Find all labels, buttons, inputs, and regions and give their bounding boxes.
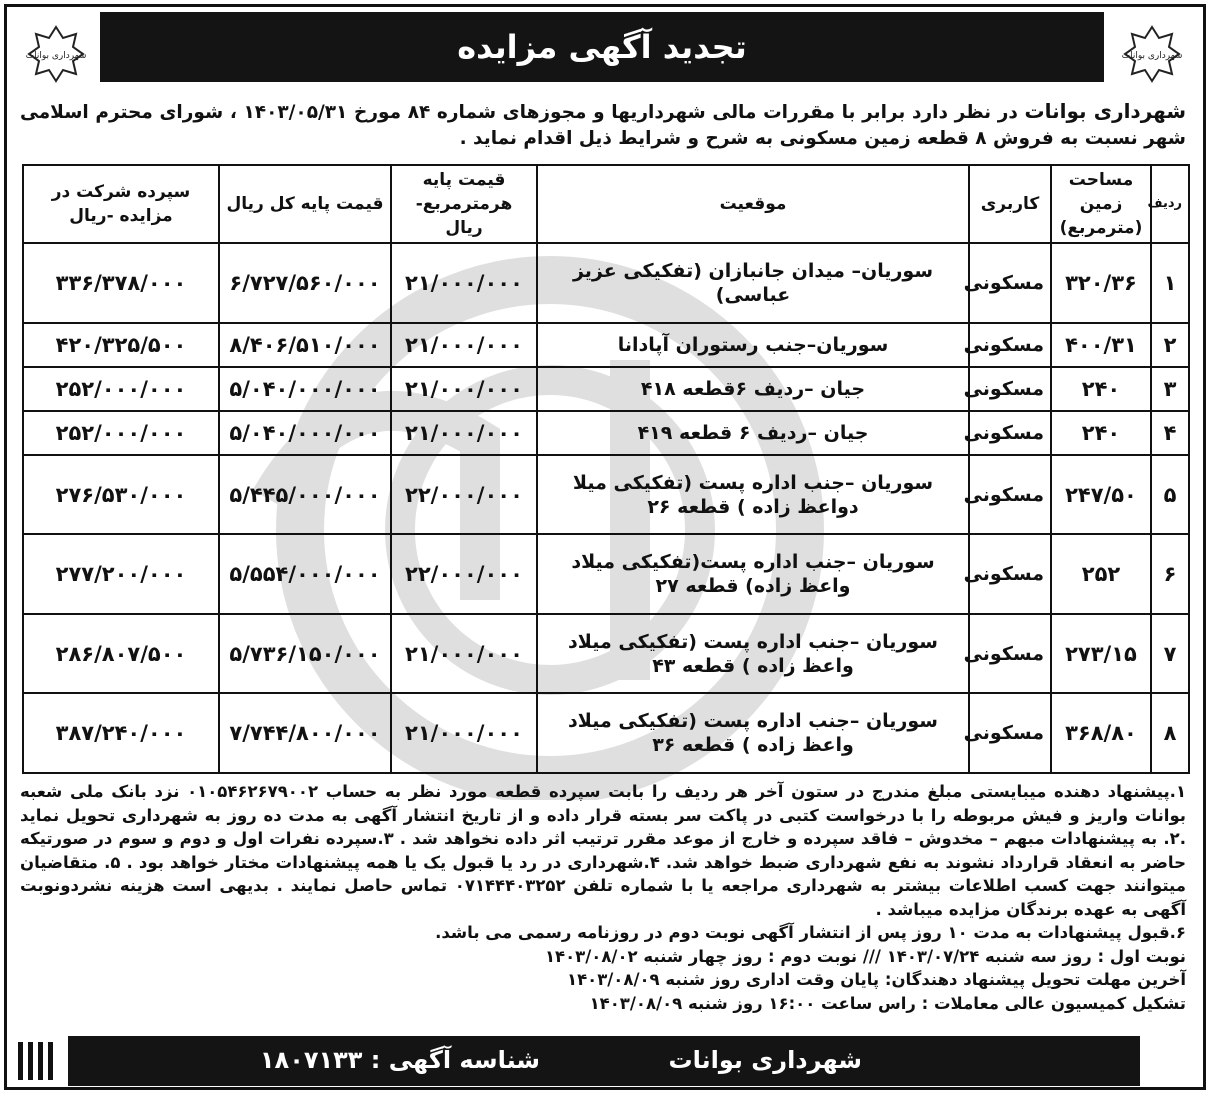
cell-use: مسکونی [969, 243, 1051, 323]
table-row [23, 455, 1189, 535]
barcode-icon [18, 1042, 58, 1080]
footer-org: شهرداری بوانات [668, 1046, 862, 1074]
publish-dates: نوبت اول : روز سه شنبه ۱۴۰۳/۰۷/۲۴ /// نوبت دوم : روز چهار شنبه ۱۴۰۳/۰۸/۰۲ [544, 946, 1186, 966]
footer-band [68, 1036, 1140, 1086]
cell-area: ۲۴۰ [1051, 411, 1151, 455]
cell-use: مسکونی [969, 367, 1051, 411]
cell-base-price: ۲۱/۰۰۰/۰۰۰ [391, 693, 537, 773]
cell-base-price: ۲۲/۰۰۰/۰۰۰ [391, 534, 537, 614]
ad-id: شناسه آگهی : ۱۸۰۷۱۳۳ [259, 1046, 540, 1074]
cell-row: ۲ [1151, 323, 1189, 367]
cell-row: ۱ [1151, 243, 1189, 323]
cell-total-price: ۵/۵۵۴/۰۰۰/۰۰۰ [219, 534, 391, 614]
cell-deposit: ۲۷۶/۵۳۰/۰۰۰ [23, 455, 219, 535]
footer [6, 1036, 1202, 1086]
lots-table [22, 164, 1190, 774]
municipality-logo-icon [1122, 24, 1182, 84]
cell-row: ۵ [1151, 455, 1189, 535]
cell-row: ۷ [1151, 614, 1189, 694]
cell-location: سوریان –جنب اداره پست (تفکیکی میلا دواعظ زاده ) قطعه ۲۶ [537, 455, 969, 535]
cell-location: سوریان –جنب اداره پست(تفکیکی میلاد واعظ زاده) قطعه ۲۷ [537, 534, 969, 614]
table-row [23, 693, 1189, 773]
cell-location: سوریان –جنب اداره پست (تفکیکی میلاد واعظ زاده ) قطعه ۴۳ [537, 614, 969, 694]
cell-deposit: ۲۸۶/۸۰۷/۵۰۰ [23, 614, 219, 694]
cell-deposit: ۳۳۶/۳۷۸/۰۰۰ [23, 243, 219, 323]
cell-row: ۴ [1151, 411, 1189, 455]
intro-paragraph [20, 98, 1186, 152]
cell-location: سوریان–جنب رستوران آپادانا [537, 323, 969, 367]
conditions [20, 780, 1186, 1015]
cell-total-price: ۵/۰۴۰/۰۰۰/۰۰۰ [219, 411, 391, 455]
cell-deposit: ۳۸۷/۲۴۰/۰۰۰ [23, 693, 219, 773]
cell-deposit: ۲۷۷/۲۰۰/۰۰۰ [23, 534, 219, 614]
table-row [23, 243, 1189, 323]
cell-location: جیان –ردیف ۶قطعه ۴۱۸ [537, 367, 969, 411]
header-deposit: سپرده شرکت در مزایده -ریال [23, 165, 219, 243]
cell-area: ۳۶۸/۸۰ [1051, 693, 1151, 773]
cell-base-price: ۲۲/۰۰۰/۰۰۰ [391, 455, 537, 535]
table-row [23, 534, 1189, 614]
cell-total-price: ۵/۴۴۵/۰۰۰/۰۰۰ [219, 455, 391, 535]
header [6, 6, 1202, 90]
cell-row: ۳ [1151, 367, 1189, 411]
header-base-price: قیمت پایه هرمترمربع-ریال [391, 165, 537, 243]
cell-deposit: ۲۵۲/۰۰۰/۰۰۰ [23, 367, 219, 411]
ad-title: تجدید آگهی مزایده [100, 12, 1104, 82]
cell-use: مسکونی [969, 323, 1051, 367]
cell-area: ۲۷۳/۱۵ [1051, 614, 1151, 694]
cell-area: ۲۴۰ [1051, 367, 1151, 411]
table-row [23, 367, 1189, 411]
cell-total-price: ۸/۴۰۶/۵۱۰/۰۰۰ [219, 323, 391, 367]
intro-text: در نظر دارد برابر با مقررات مالی شهرداریها و مجوزهای شماره ۸۴ مورخ ۱۴۰۳/۰۵/۳۱ ، شورای محترم اسلامی شهر نسبت به فروش ۸ قطعه زمین مسکونی به شرح و شرایط ذیل اقدام نماید . [20, 102, 1186, 149]
cell-total-price: ۵/۰۴۰/۰۰۰/۰۰۰ [219, 367, 391, 411]
condition-6: ۶.قبول پیشنهادات به مدت ۱۰ روز پس از انتشار آگهی نوبت دوم در روزنامه رسمی می باشد. [435, 923, 1186, 942]
cell-use: مسکونی [969, 614, 1051, 694]
table-row [23, 411, 1189, 455]
cell-location: سوریان –جنب اداره پست (تفکیکی میلاد واعظ زاده ) قطعه ۳۶ [537, 693, 969, 773]
cell-use: مسکونی [969, 534, 1051, 614]
cell-base-price: ۲۱/۰۰۰/۰۰۰ [391, 243, 537, 323]
header-area: مساحت زمین (مترمربع) [1051, 165, 1151, 243]
cell-area: ۴۰۰/۳۱ [1051, 323, 1151, 367]
cell-area: ۳۲۰/۳۶ [1051, 243, 1151, 323]
table-header-row [23, 165, 1189, 243]
svg-text:شهرداری بوانات: شهرداری بوانات [26, 51, 86, 61]
cell-total-price: ۶/۷۲۷/۵۶۰/۰۰۰ [219, 243, 391, 323]
cell-use: مسکونی [969, 693, 1051, 773]
cell-area: ۲۵۲ [1051, 534, 1151, 614]
cell-use: مسکونی [969, 411, 1051, 455]
cell-total-price: ۷/۷۴۴/۸۰۰/۰۰۰ [219, 693, 391, 773]
cell-row: ۸ [1151, 693, 1189, 773]
cell-base-price: ۲۱/۰۰۰/۰۰۰ [391, 411, 537, 455]
svg-text:شهرداری بوانات: شهرداری بوانات [1122, 51, 1182, 61]
header-location: موقعیت [537, 165, 969, 243]
cell-base-price: ۲۱/۰۰۰/۰۰۰ [391, 614, 537, 694]
header-total-price: قیمت پایه کل ریال [219, 165, 391, 243]
cell-base-price: ۲۱/۰۰۰/۰۰۰ [391, 367, 537, 411]
submission-deadline: آخرین مهلت تحویل پیشنهاد دهندگان: پایان وقت اداری روز شنبه ۱۴۰۳/۰۸/۰۹ [567, 970, 1186, 989]
table-row [23, 614, 1189, 694]
conditions-text: ۱.پیشنهاد دهنده میبایستی مبلغ مندرج در ستون آخر هر ردیف را بابت سپرده قطعه مورد نظر به حساب ۰۱۰۵۴۶۲۶۷۹۰۰۲ نزد بانک ملی شعبه بوانات واریز و فیش مربوطه را با درخواست کتبی در پاکت سر بسته قرار داده و از تاریخ انتشار آگهی به مدت ده روز به شهرداری تحویل نماید .۲. به پیشنهادات مبهم – مخدوش – فاقد سپرده و خارج از موعد مقرر ترتیب اثر داده نخواهد شد . ۳.سپرده نفرات اول و دوم و سوم در صورتیکه حاضر به انعقاد قرارداد نشوند به نفع شهرداری ضبط خواهد شد. ۴.شهرداری در رد یا قبول یک یا همه پیشنهادات مختار خواهد بود . ۵. متقاضیان میتوانند جهت کسب اطلاعات بیشتر به شهرداری مراجعه یا با شماره تلفن ۰۷۱۴۴۴۰۳۲۵۲ تماس حاصل نمایند . بدیهی است هزینه نشردونوبت آگهی به عهده برندگان مزایده میباشد . [20, 782, 1187, 919]
header-row: ردیف [1151, 165, 1189, 243]
header-use: کاربری [969, 165, 1051, 243]
cell-deposit: ۲۵۲/۰۰۰/۰۰۰ [23, 411, 219, 455]
commission-time: تشکیل کمیسیون عالی معاملات : راس ساعت ۱۶:۰۰ روز شنبه ۱۴۰۳/۰۸/۰۹ [589, 993, 1186, 1013]
cell-area: ۲۴۷/۵۰ [1051, 455, 1151, 535]
cell-base-price: ۲۱/۰۰۰/۰۰۰ [391, 323, 537, 367]
municipality-logo-icon [26, 24, 86, 84]
cell-location: سوریان– میدان جانبازان (تفکیکی عزیز عباسی) [537, 243, 969, 323]
table-row [23, 323, 1189, 367]
cell-location: جیان –ردیف ۶ قطعه ۴۱۹ [537, 411, 969, 455]
intro-org: شهرداری بوانات [1024, 99, 1187, 123]
cell-deposit: ۴۲۰/۳۲۵/۵۰۰ [23, 323, 219, 367]
cell-total-price: ۵/۷۳۶/۱۵۰/۰۰۰ [219, 614, 391, 694]
cell-use: مسکونی [969, 455, 1051, 535]
cell-row: ۶ [1151, 534, 1189, 614]
